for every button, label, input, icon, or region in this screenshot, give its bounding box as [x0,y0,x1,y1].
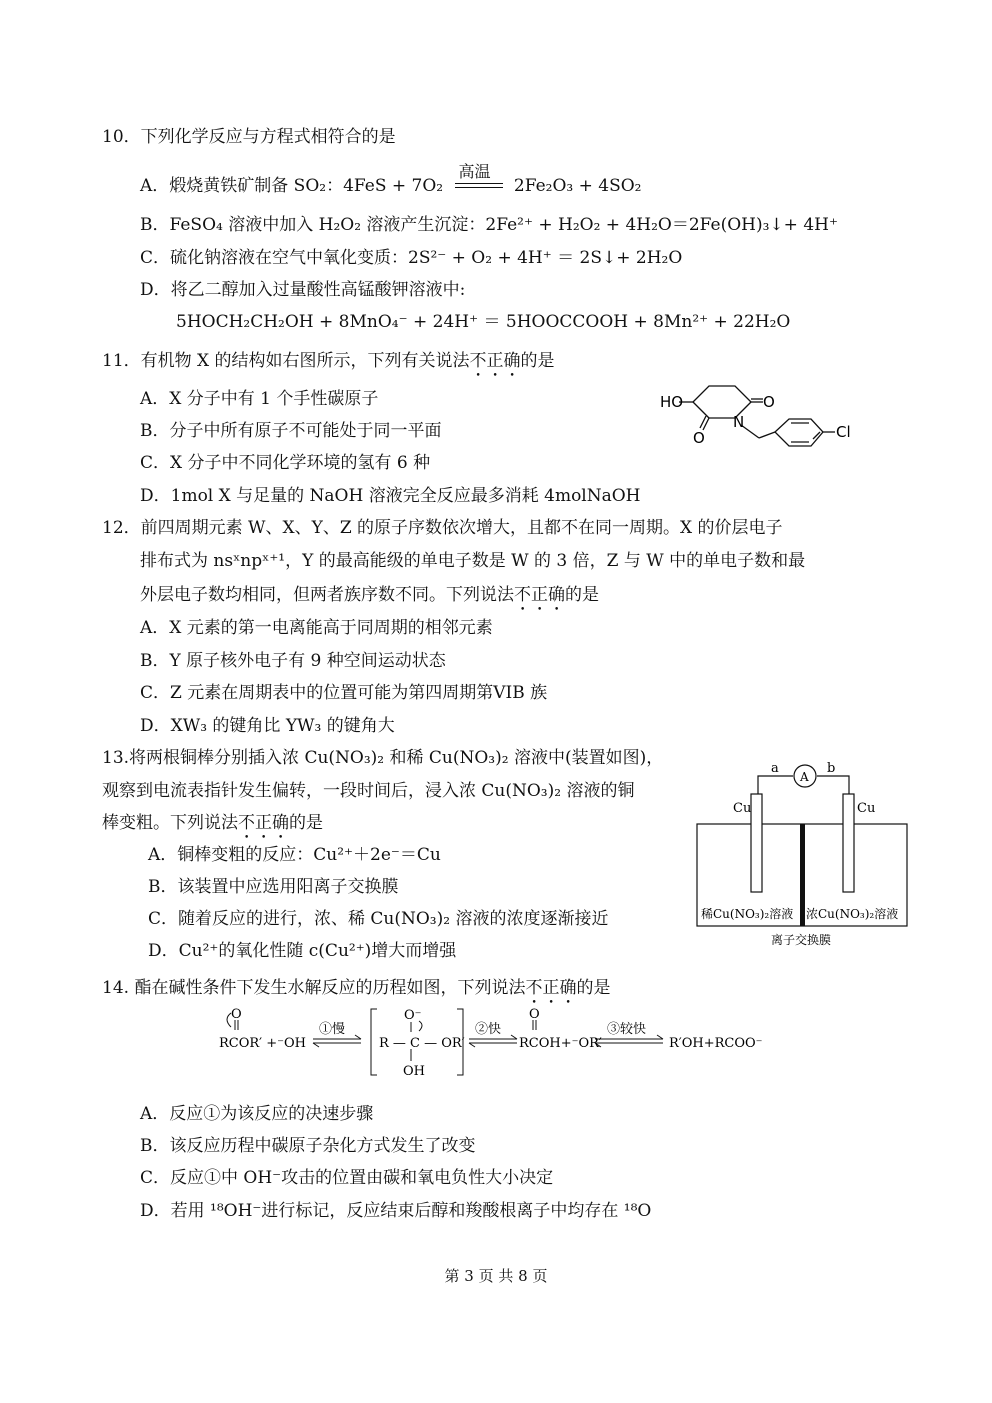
q11-option-a: A．X 分子中有 1 个手性碳原子 [140,389,379,409]
q13-option-d: D．Cu²⁺的氧化性随 c(Cu²⁺)增大而增强 [148,941,457,961]
q12-line-2: 排布式为 nsˣnpˣ⁺¹，Y 的最高能级的单电子数是 W 的 3 倍，Z 与 W 中的单电子数和最 [140,551,806,571]
q11-option-b: B．分子中所有原子不可能处于同一平面 [140,421,442,441]
q11-option-c: C．X 分子中不同化学环境的氢有 6 种 [140,453,431,473]
q14-stem-pre: 14. 酯在碱性条件下发生水解反应的历程如图，下列说法 [102,978,526,998]
q13-fig-caption: 离子交换膜 [771,933,832,947]
q12-line-3-post: 的是 [565,585,599,605]
q14-mech-step1: ①慢 [319,1022,346,1037]
q13-fig-conc: 浓Cu(NO₃)₂溶液 [806,907,899,921]
q14-option-b: B．该反应历程中碳原子杂化方式发生了改变 [140,1136,476,1156]
q12-option-d: D．XW₃ 的键角比 YW₃ 的键角大 [140,716,395,736]
q13-emphasis: 不正确 [238,813,289,833]
q13-option-c: C．随着反应的进行，浓、稀 Cu(NO₃)₂ 溶液的浓度逐渐接近 [148,909,609,929]
q10-stem: 10．下列化学反应与方程式相符合的是 [102,127,396,147]
q12-line-1: 12．前四周期元素 W、X、Y、Z 的原子序数依次增大，且都不在同一周期。X 的价层电子 [102,518,783,538]
q11-struct-o1-label: O [763,393,775,411]
q10-option-d-equation: 5HOCH₂CH₂OH + 8MnO₄⁻ + 24H⁺ ＝ 5HOOCCOOH + 8Mn²⁺ + 22H₂O [176,312,791,332]
q12-line-3 [140,584,599,615]
q11-stem-pre: 11．有机物 X 的结构如右图所示，下列有关说法 [102,351,470,371]
q14-mech-reactants: RCOR′ +⁻OH [219,1036,307,1051]
q11-struct-ho-label: HO [660,393,684,411]
q11-struct-cl-label: Cl [836,423,851,441]
q11-stem-post: 的是 [520,351,555,371]
q10-option-d: D．将乙二醇加入过量酸性高锰酸钾溶液中: [140,280,466,300]
q13-membrane [800,824,805,926]
q13-fig-ammeter: A [800,770,809,784]
q11-stem [102,350,555,381]
q14-emphasis: 不正确 [525,978,577,998]
q13-line-3-pre: 棒变粗。下列说法 [102,813,238,833]
q13-apparatus-diagram [695,758,915,953]
q14-mech-intermediate: R — C — OR′ [379,1036,465,1051]
q14-mech-oh: OH [403,1064,425,1079]
q14-mech-step2: ②快 [475,1022,502,1037]
q12-option-b: B．Y 原子核外电子有 9 种空间运动状态 [140,651,446,671]
q10-option-c: C．硫化钠溶液在空气中氧化变质：2S²⁻ + O₂ + 4H⁺ ＝ 2S↓+ 2H₂O [140,248,683,268]
q12-emphasis: 不正确 [514,585,565,605]
q11-struct-o2-label: O [693,429,705,447]
q13-fig-dilute: 稀Cu(NO₃)₂溶液 [701,907,794,921]
q12-line-3-pre: 外层电子数均相同，但两者族序数不同。下列说法 [140,585,514,605]
q14-stem [102,977,610,1008]
q14-mech-o-product: O [529,1007,540,1022]
q14-option-a: A．反应①为该反应的决速步骤 [140,1104,374,1124]
q14-mech-products-2: RCOH+⁻OR′ [519,1036,602,1051]
page-footer: 第 3 页 共 8 页 [444,1267,548,1285]
q10-option-b: B．FeSO₄ 溶液中加入 H₂O₂ 溶液产生沉淀：2Fe²⁺ + H₂O₂ + 4H₂O＝2Fe(OH)₃↓+ 4H⁺ [140,215,838,235]
q11-option-d: D．1mol X 与足量的 NaOH 溶液完全反应最多消耗 4molNaOH [140,486,641,506]
q13-fig-cu-left: Cu [733,801,752,816]
q12-option-c: C．Z 元素在周期表中的位置可能为第四周期第VIB 族 [140,683,548,703]
q14-mech-o-reactant: O [231,1007,242,1022]
q13-option-b: B．该装置中应选用阳离子交换膜 [148,877,399,897]
q10-option-a-products: 2Fe₂O₃ + 4SO₂ [513,176,642,196]
q14-mech-step3: ③较快 [607,1022,647,1037]
q13-fig-a: a [771,761,779,776]
q14-mechanism-diagram [215,1005,775,1083]
q13-line-2: 观察到电流表指针发生偏转，一段时间后，浸入浓 Cu(NO₃)₂ 溶液的铜 [102,781,635,801]
q14-option-c: C．反应①中 OH⁻攻击的位置由碳和氧电负性大小决定 [140,1168,554,1188]
q13-line-1: 13.将两根铜棒分别插入浓 Cu(NO₃)₂ 和稀 Cu(NO₃)₂ 溶液中(装置如图)， [102,748,664,768]
q14-mech-products-3: R′OH+RCOO⁻ [669,1036,763,1051]
q10-option-a-reactants: A．煅烧黄铁矿制备 SO₂：4FeS + 7O₂ [140,176,444,196]
q12-option-a: A．X 元素的第一电离能高于同周期的相邻元素 [140,618,493,638]
q10-high-temp-arrow [455,162,503,197]
q13-fig-b: b [827,761,836,776]
q13-line-3-post: 的是 [289,813,323,833]
q14-stem-post: 的是 [576,978,611,998]
q13-fig-cu-right: Cu [857,801,876,816]
q10-option-a [140,162,642,197]
q14-mech-o-minus: O⁻ [404,1008,422,1023]
q14-option-d: D．若用 ¹⁸OH⁻进行标记，反应结束后醇和羧酸根离子中均存在 ¹⁸O [140,1201,652,1221]
q13-line-3 [102,812,323,843]
q13-option-a: A．铜棒变粗的反应：Cu²⁺＋2e⁻＝Cu [148,845,441,865]
q10-condition: 高温 [458,162,491,181]
q11-stem-emphasis: 不正确 [469,351,521,371]
q11-struct-n-label: N [733,413,745,431]
q11-structure-diagram [655,372,865,472]
